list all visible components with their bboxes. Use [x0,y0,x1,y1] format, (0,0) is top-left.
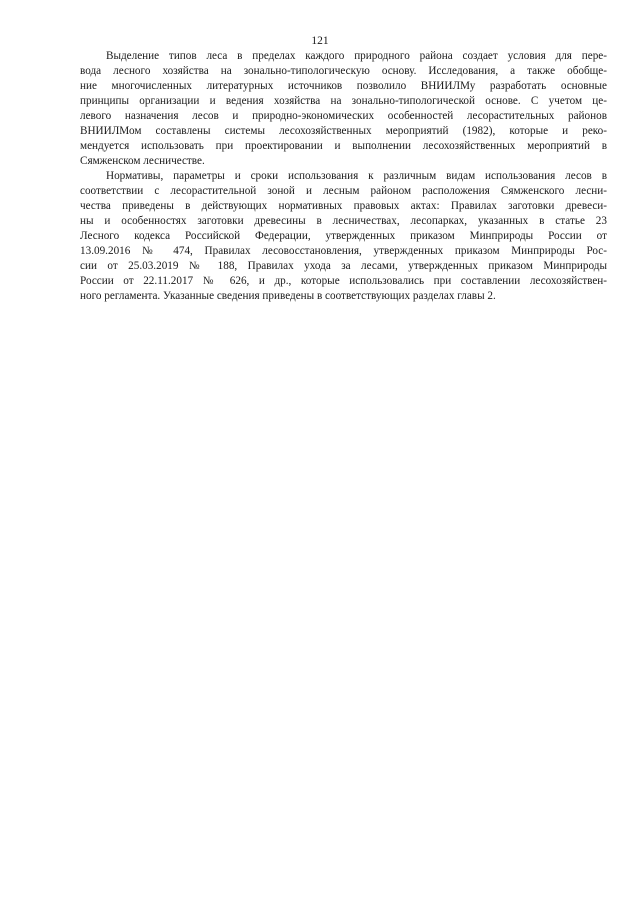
text-line: ние многочисленных литературных источников позволило ВНИИЛМу разработать основные [80,80,607,92]
text-line: вода лесного хозяйства на зонально-типологическую основу. Исследования, а также обобще- [80,65,607,77]
text-line: Выделение типов леса в пределах каждого природного района создает условия для пере- [106,50,607,62]
page-number: 121 [311,35,329,47]
text-line: ВНИИЛМом составлены системы лесохозяйственных мероприятий (1982), которые и реко- [80,125,607,137]
body-text [80,49,607,304]
text-line: левого назначения лесов и природно-экономических особенностей лесорастительных районов [80,110,607,122]
text-line: Сямженском лесничестве. [80,155,205,167]
text-line: чества приведены в действующих нормативных правовых актах: Правилах заготовки древеси- [80,200,607,212]
text-line: ны и особенностях заготовки древесины в лесничествах, лесопарках, указанных в статье 23 [80,215,607,227]
text-line: сии от 25.03.2019 № 188, Правилах ухода за лесами, утвержденных приказом Минприроды [80,260,607,272]
text-line: ного регламента. Указанные сведения приведены в соответствующих разделах главы 2. [80,290,496,302]
text-line: Лесного кодекса Российской Федерации, утвержденных приказом Минприроды России от [80,230,607,242]
text-line: Нормативы, параметры и сроки использования к различным видам использования лесов в [106,170,607,182]
text-line: мендуется использовать при проектировании и выполнении лесохозяйственных мероприятий в [80,140,607,152]
text-line: России от 22.11.2017 № 626, и др., которые использовались при составлении лесохозяйствен- [80,275,607,287]
text-line: принципы организации и ведения хозяйства на зонально-типологической основе. С учетом це- [80,95,607,107]
paragraph-2 [80,169,607,304]
text-line: 13.09.2016 № 474, Правилах лесовосстановления, утвержденных приказом Минприроды Рос- [80,245,607,257]
paragraph-1 [80,49,607,169]
text-line: соответствии с лесорастительной зоной и лесным районом расположения Сямженского лесни- [80,185,607,197]
